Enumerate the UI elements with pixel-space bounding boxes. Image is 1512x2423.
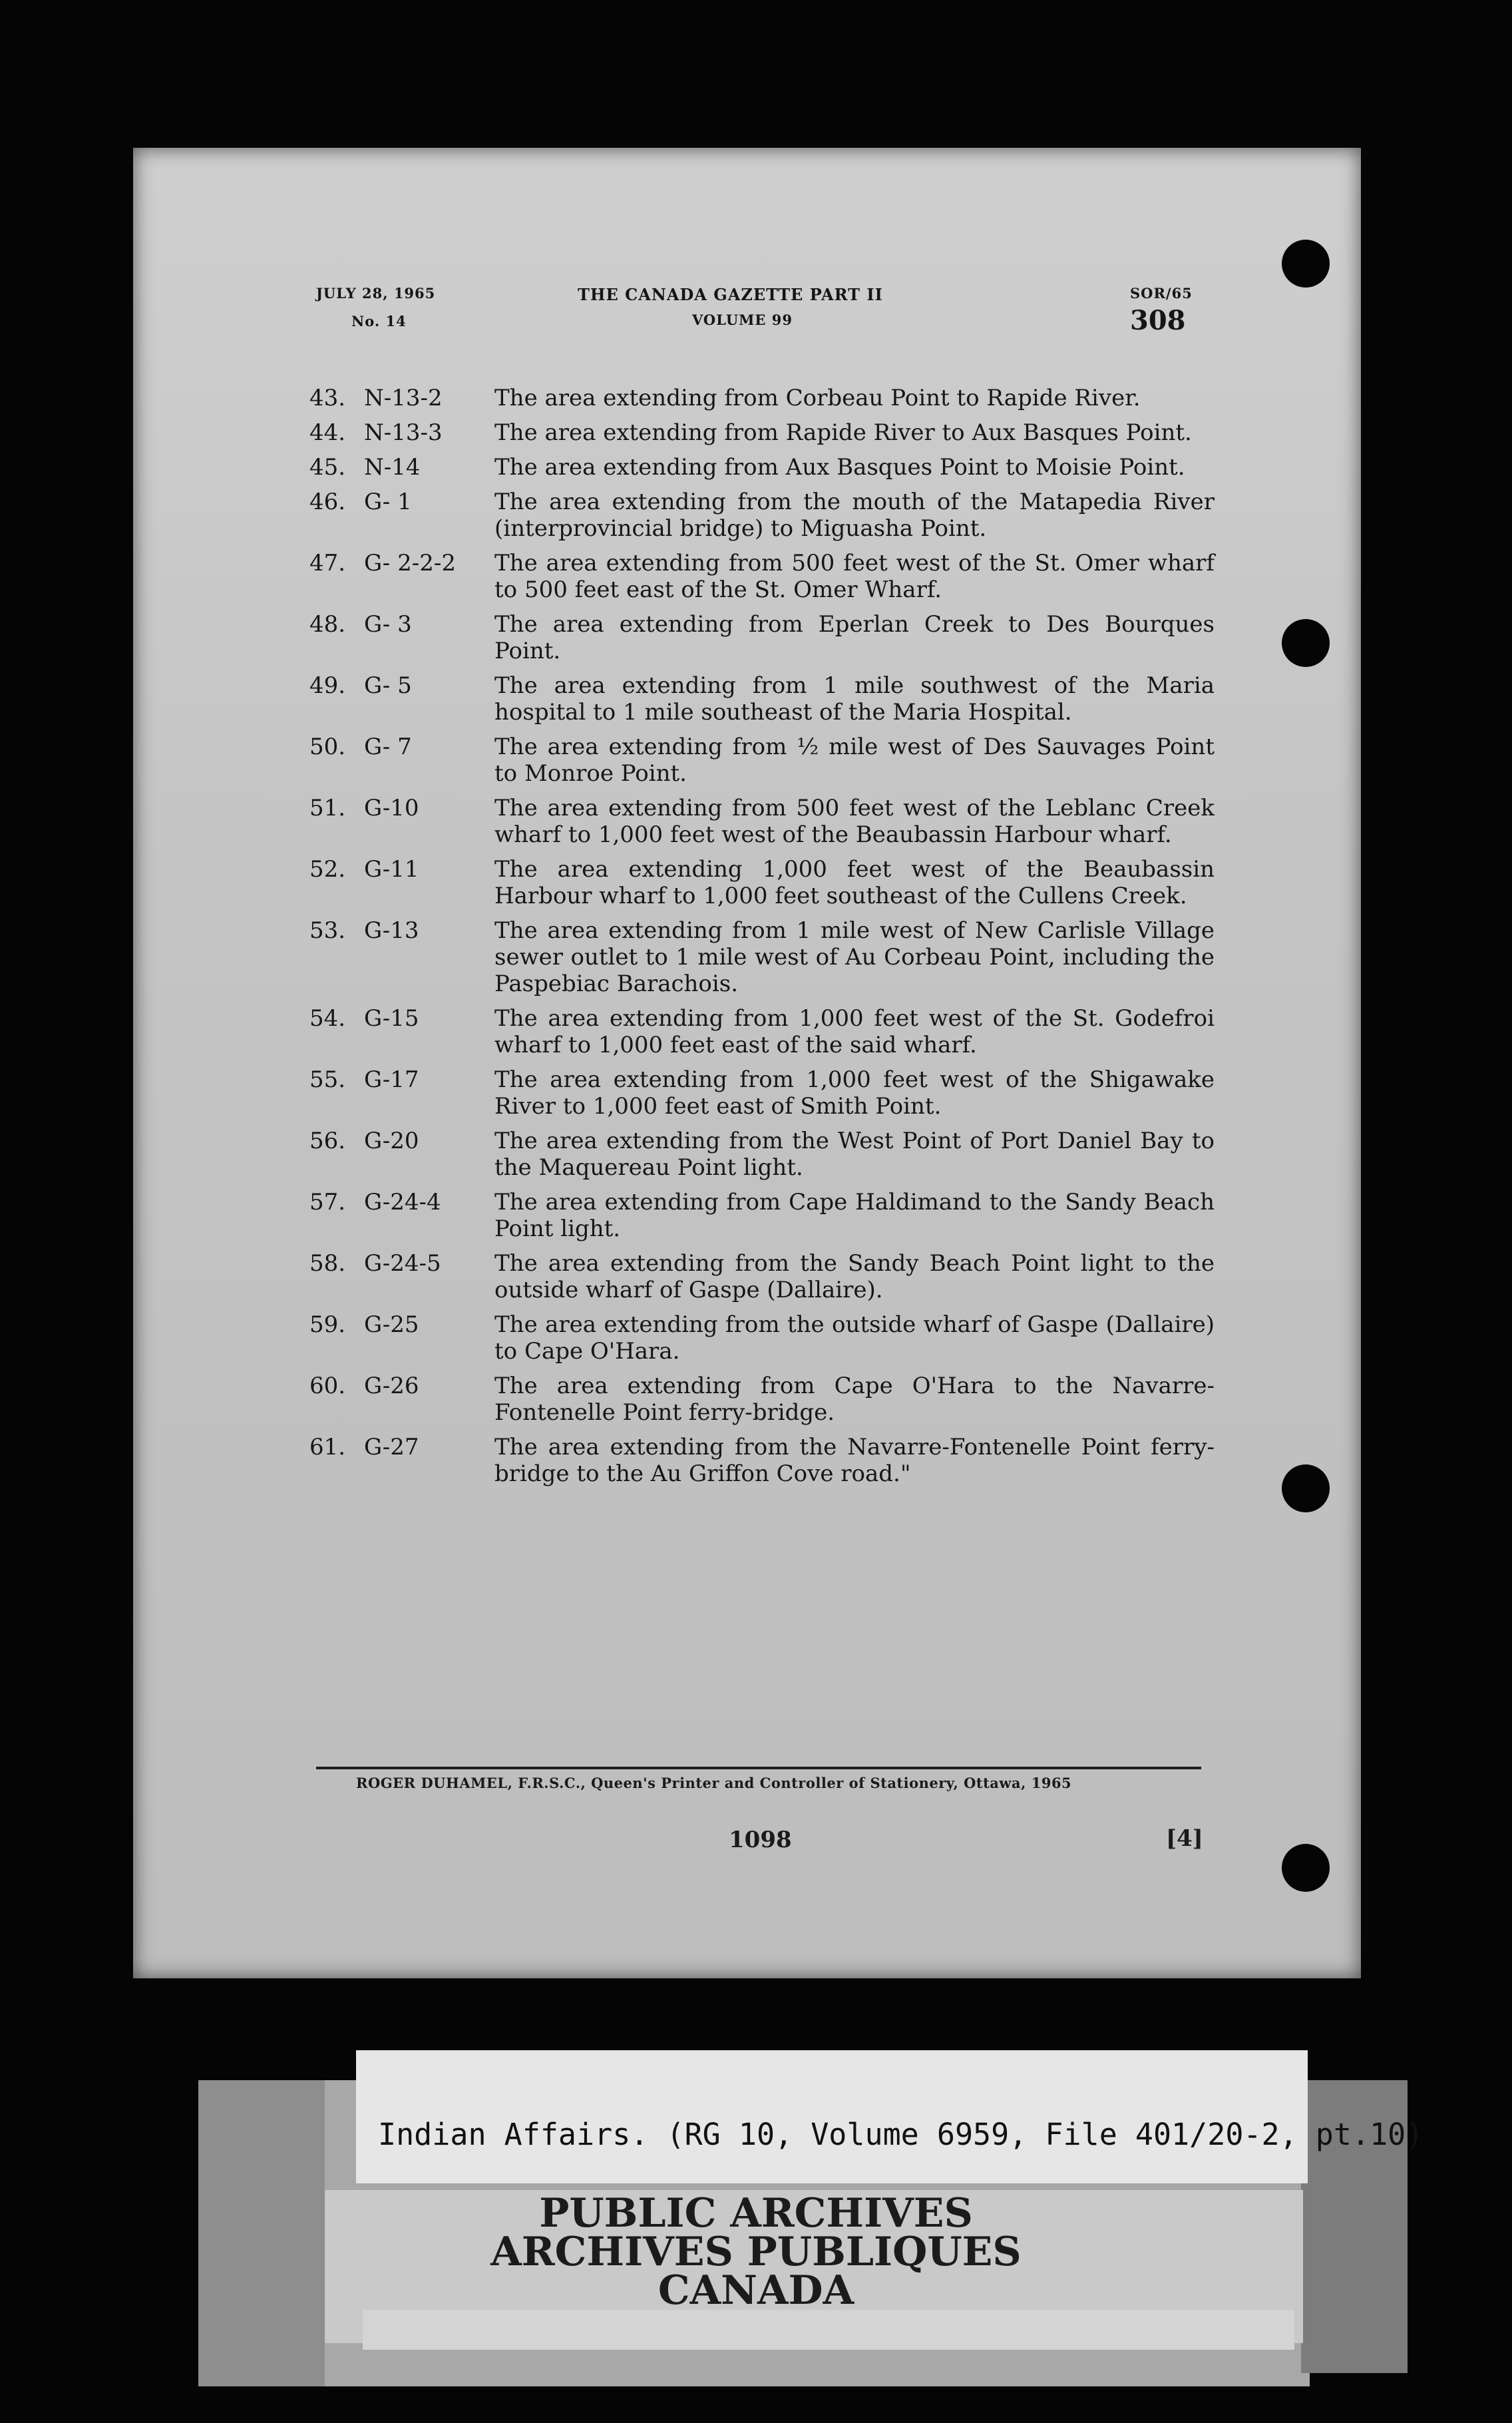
entry-num: 47. <box>309 550 346 576</box>
entry-desc: The area extending from Cape Haldimand to the Sandy Beach Point light. <box>494 1189 1215 1242</box>
header-publication: THE CANADA GAZETTE PART II <box>578 285 883 304</box>
entry-code: G-10 <box>364 795 419 821</box>
entry-code: G-20 <box>364 1128 419 1154</box>
entry-num: 52. <box>309 856 346 883</box>
entry-code: G- 7 <box>364 734 412 760</box>
stamp-line-3: CANADA <box>658 2267 854 2314</box>
entry-desc: The area extending from Aux Basques Point to Moisie Point. <box>494 454 1185 481</box>
header-number: No. 14 <box>351 313 407 330</box>
entry-row <box>309 385 1215 411</box>
entry-desc: The area extending from the Navarre-Fontenelle Point ferry-bridge to the Au Griffon Cove road." <box>494 1434 1215 1487</box>
entry-num: 57. <box>309 1189 346 1215</box>
header-volume: VOLUME 99 <box>692 312 793 328</box>
entry-row <box>309 489 1215 542</box>
entry-desc: The area extending from Cape O'Hara to the Navarre-Fontenelle Point ferry-bridge. <box>494 1373 1215 1426</box>
entry-row <box>309 1066 1215 1120</box>
entry-row <box>309 734 1215 787</box>
entry-row <box>309 1005 1215 1058</box>
entry-desc: The area extending from 1,000 feet west of the Shigawake River to 1,000 feet east of Smith Point. <box>494 1066 1215 1120</box>
entry-code: G-13 <box>364 917 419 944</box>
entry-desc: The area extending from 1 mile southwest of the Maria hospital to 1 mile southeast of the Maria Hospital. <box>494 672 1215 726</box>
entry-row <box>309 1250 1215 1303</box>
entry-list <box>309 385 1215 1495</box>
entry-num: 43. <box>309 385 346 411</box>
entry-num: 49. <box>309 672 346 699</box>
entry-code: G-17 <box>364 1066 419 1093</box>
punch-hole <box>1282 240 1330 288</box>
entry-desc: The area extending from 500 feet west of the Leblanc Creek wharf to 1,000 feet west of the Beaubassin Harbour wharf. <box>494 795 1215 848</box>
entry-num: 53. <box>309 917 346 944</box>
entry-desc: The area extending from the Sandy Beach Point light to the outside wharf of Gaspe (Dallaire). <box>494 1250 1215 1303</box>
entry-num: 56. <box>309 1128 346 1154</box>
entry-row <box>309 1189 1215 1242</box>
entry-num: 60. <box>309 1373 346 1399</box>
page-code: [4] <box>1166 1825 1203 1852</box>
entry-row <box>309 1311 1215 1365</box>
stamp-line-2: ARCHIVES PUBLIQUES <box>490 2229 1022 2275</box>
entry-row <box>309 795 1215 848</box>
header-page: 308 <box>1130 305 1186 336</box>
page-number: 1098 <box>729 1827 792 1853</box>
entry-code: G-25 <box>364 1311 419 1338</box>
entry-row <box>309 550 1215 603</box>
entry-desc: The area extending from 500 feet west of the St. Omer wharf to 500 feet east of the St. Omer Wharf. <box>494 550 1215 603</box>
entry-row <box>309 454 1215 481</box>
entry-code: N-14 <box>364 454 421 481</box>
entry-row <box>309 611 1215 664</box>
entry-code: G- 5 <box>364 672 412 699</box>
entry-code: G- 3 <box>364 611 412 638</box>
entry-num: 61. <box>309 1434 346 1460</box>
entry-desc: The area extending 1,000 feet west of the Beaubassin Harbour wharf to 1,000 feet southeast of the Cullens Creek. <box>494 856 1215 909</box>
entry-code: G-24-4 <box>364 1189 441 1215</box>
entry-num: 45. <box>309 454 346 481</box>
entry-num: 54. <box>309 1005 346 1032</box>
entry-num: 59. <box>309 1311 346 1338</box>
card-strip <box>363 2310 1294 2350</box>
entry-code: G-11 <box>364 856 419 883</box>
entry-code: N-13-3 <box>364 419 443 446</box>
printer-credit: ROGER DUHAMEL, F.R.S.C., Queen's Printer and Controller of Stationery, Ottawa, 1965 <box>356 1775 1072 1791</box>
entry-row <box>309 1128 1215 1181</box>
entry-desc: The area extending from the West Point of Port Daniel Bay to the Maquereau Point light. <box>494 1128 1215 1181</box>
entry-row <box>309 856 1215 909</box>
entry-row <box>309 1373 1215 1426</box>
entry-row <box>309 1434 1215 1487</box>
entry-desc: The area extending from ½ mile west of Des Sauvages Point to Monroe Point. <box>494 734 1215 787</box>
entry-num: 50. <box>309 734 346 760</box>
entry-code: G-27 <box>364 1434 419 1460</box>
entry-code: G-24-5 <box>364 1250 441 1277</box>
entry-num: 46. <box>309 489 346 515</box>
entry-row <box>309 419 1215 446</box>
entry-row <box>309 672 1215 726</box>
entry-desc: The area extending from Rapide River to Aux Basques Point. <box>494 419 1192 446</box>
punch-hole <box>1282 619 1330 667</box>
entry-desc: The area extending from the mouth of the Matapedia River (interprovincial bridge) to Miguasha Point. <box>494 489 1215 542</box>
header-date: JULY 28, 1965 <box>316 285 436 302</box>
archive-reference: Indian Affairs. (RG 10, Volume 6959, File 401/20-2, pt.10) <box>378 2117 1424 2152</box>
entry-code: G- 2-2-2 <box>364 550 456 576</box>
entry-desc: The area extending from Corbeau Point to Rapide River. <box>494 385 1141 411</box>
header-sor: SOR/65 <box>1130 285 1193 302</box>
entry-desc: The area extending from Eperlan Creek to Des Bourques Point. <box>494 611 1215 664</box>
punch-hole <box>1282 1464 1330 1512</box>
entry-num: 55. <box>309 1066 346 1093</box>
entry-row <box>309 917 1215 997</box>
entry-code: G-26 <box>364 1373 419 1399</box>
entry-num: 48. <box>309 611 346 638</box>
entry-desc: The area extending from 1 mile west of New Carlisle Village sewer outlet to 1 mile west of Au Corbeau Point, including the Paspebiac Barachois. <box>494 917 1215 997</box>
entry-num: 58. <box>309 1250 346 1277</box>
entry-desc: The area extending from the outside wharf of Gaspe (Dallaire) to Cape O'Hara. <box>494 1311 1215 1365</box>
footer-rule <box>316 1767 1201 1769</box>
stamp-line-1: PUBLIC ARCHIVES <box>539 2190 973 2237</box>
entry-num: 44. <box>309 419 346 446</box>
punch-hole <box>1282 1844 1330 1892</box>
entry-code: G- 1 <box>364 489 412 515</box>
entry-desc: The area extending from 1,000 feet west of the St. Godefroi wharf to 1,000 feet east of the said wharf. <box>494 1005 1215 1058</box>
entry-code: N-13-2 <box>364 385 443 411</box>
entry-code: G-15 <box>364 1005 419 1032</box>
entry-num: 51. <box>309 795 346 821</box>
